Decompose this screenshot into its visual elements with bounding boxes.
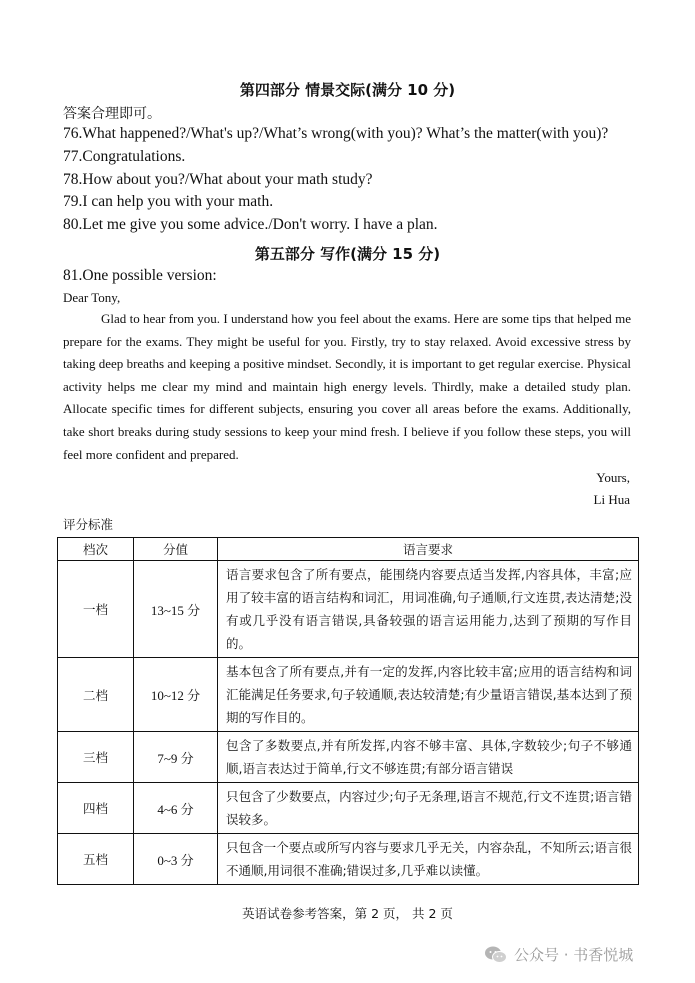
header-requirement: 语言要求: [218, 538, 639, 561]
table-row: [58, 732, 639, 783]
requirement-cell: 只包含一个要点或所写内容与要求几乎无关，内容杂乱，不知所云;语言很不通顺,用词很不准确;错误过多,几乎难以读懂。: [218, 834, 639, 885]
table-row: [58, 658, 639, 732]
score-cell: 7~9 分: [134, 732, 218, 783]
level-cell: 三档: [58, 732, 134, 783]
letter-greeting: Dear Tony,: [63, 290, 121, 305]
rubric-table: [57, 537, 639, 885]
wechat-icon: [484, 945, 508, 965]
essay-intro: 81.One possible version:: [63, 267, 217, 284]
score-cell: 13~15 分: [134, 561, 218, 658]
header-score: 分值: [134, 538, 218, 561]
answer-80: 80.Let me give you some advice./Don't worry. I have a plan.: [63, 216, 438, 233]
answer-77: 77.Congratulations.: [63, 148, 186, 165]
level-cell: 一档: [58, 561, 134, 658]
letter-closing: Yours,: [596, 470, 630, 485]
table-row: [58, 561, 639, 658]
requirement-cell: 只包含了少数要点，内容过少;句子无条理,语言不规范,行文不连贯;语言错误较多。: [218, 783, 639, 834]
page-footer: 英语试卷参考答案，第 2 页， 共 2 页: [242, 906, 453, 921]
score-cell: 0~3 分: [134, 834, 218, 885]
watermark: [484, 944, 633, 965]
part5-heading: 第五部分 写作(满分 15 分): [254, 245, 441, 263]
letter-signature: Li Hua: [593, 492, 630, 507]
answer-78: 78.How about you?/What about your math study?: [63, 171, 373, 188]
score-cell: 4~6 分: [134, 783, 218, 834]
table-row: [58, 834, 639, 885]
level-cell: 四档: [58, 783, 134, 834]
requirement-cell: 基本包含了所有要点,并有一定的发挥,内容比较丰富;应用的语言结构和词汇能满足任务要求,句子较通顺,表达较清楚;有少量语言错误,基本达到了预期的写作目的。: [218, 658, 639, 732]
part4-heading: 第四部分 情景交际(满分 10 分): [239, 81, 456, 99]
header-level: 档次: [58, 538, 134, 561]
score-cell: 10~12 分: [134, 658, 218, 732]
level-cell: 二档: [58, 658, 134, 732]
letter-body: Glad to hear from you. I understand how you feel about the exams. Here are some tips that helped me prepare for the exams. They might be useful for you. Firstly, try to stay relaxed. Avoid excessive stress by taking deep breaths and keeping a positive mindset. Secondly, it is important to get regular exercise. Physical activity helps me clear my mind and maintain high energy levels. Thirdly, make a detailed study plan. Allocate specific times for different subjects, ensuring you cover all areas before the exams. Additionally, take short breaks during study sessions to keep your mind fresh. I believe if you follow these steps, you will feel more confident and prepared.: [63, 311, 631, 462]
requirement-cell: 语言要求包含了所有要点，能围绕内容要点适当发挥,内容具体，丰富;应用了较丰富的语言结构和词汇，用词准确,句子通顺,行文连贯,表达清楚;没有或几乎没有语言错误,具备较强的语言运用能力,达到了预期的写作目的。: [218, 561, 639, 658]
rubric-label: 评分标准: [63, 517, 114, 532]
part4-note: 答案合理即可。: [63, 106, 161, 122]
watermark-text: 公众号 · 书香悦城: [514, 946, 634, 964]
answer-76: 76.What happened?/What's up?/What’s wrong(with you)? What’s the matter(with you)?: [63, 125, 609, 142]
requirement-cell: 包含了多数要点,并有所发挥,内容不够丰富、具体,字数较少;句子不够通顺,语言表达过于简单,行文不够连贯;有部分语言错误: [218, 732, 639, 783]
level-cell: 五档: [58, 834, 134, 885]
table-row: [58, 783, 639, 834]
rubric-header-row: [58, 538, 639, 561]
answer-79: 79.I can help you with your math.: [63, 193, 274, 210]
